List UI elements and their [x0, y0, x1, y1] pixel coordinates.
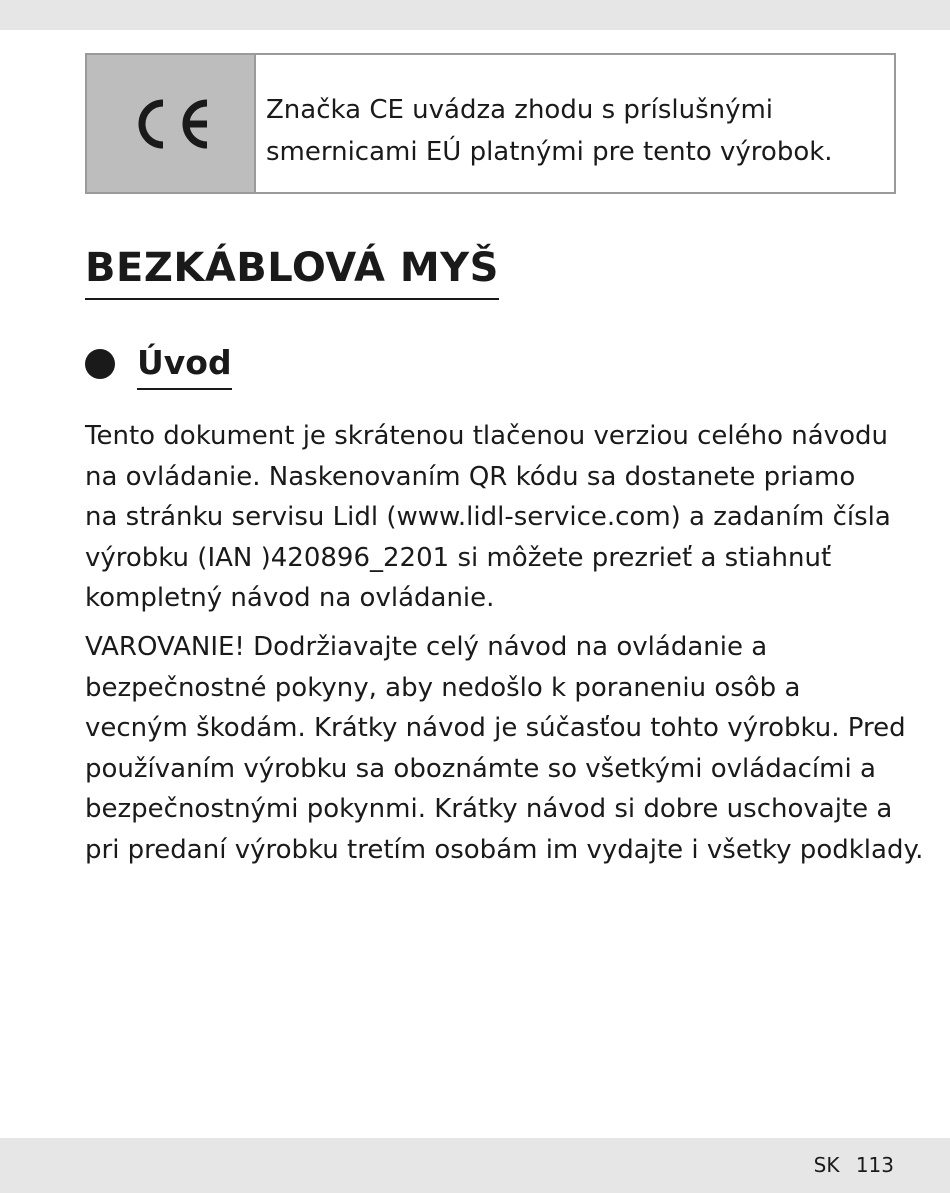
- section-title: Úvod: [137, 338, 232, 390]
- text-line: kompletný návod na ovládanie.: [85, 583, 495, 613]
- page-footer: [804, 1148, 894, 1182]
- ce-mark-cell: [87, 55, 256, 192]
- intro-paragraph: [85, 416, 905, 619]
- text-line: bezpečnostnými pokynmi. Krátky návod si dobre uschovajte a: [85, 794, 893, 824]
- text-line: na ovládanie. Naskenovaním QR kódu sa dostanete priamo: [85, 461, 856, 492]
- ce-notice-line: smernicami EÚ platnými pre tento výrobok.: [266, 137, 833, 167]
- section-heading: [85, 338, 232, 390]
- text-line: bezpečnostné pokyny, aby nedošlo k poraneniu osôb a: [85, 672, 801, 703]
- text-line: pri predaní výrobku tretím osobám im vydajte i všetky podklady.: [85, 834, 924, 865]
- top-band: [0, 0, 950, 30]
- text-line: Tento dokument je skrátenou tlačenou verziou celého návodu: [85, 421, 888, 451]
- text-line: výrobku (IAN )420896_2201 si môžete prezrieť a stiahnuť: [85, 542, 832, 573]
- warning-paragraph: [85, 627, 924, 870]
- text-line: VAROVANIE! Dodržiavajte celý návod na ovládanie a: [85, 632, 768, 662]
- language-code: SK: [813, 1153, 840, 1177]
- ce-notice-box: [85, 53, 896, 194]
- text-line: vecným škodám. Krátky návod je súčasťou tohto výrobku. Pred: [85, 713, 906, 743]
- ce-notice-text: [256, 55, 833, 192]
- page-title: BEZKÁBLOVÁ MYŠ: [85, 240, 499, 300]
- text-line: používaním výrobku sa oboznámte so všetkými ovládacími a: [85, 753, 876, 784]
- ce-notice-line: Značka CE uvádza zhodu s príslušnými: [266, 95, 774, 125]
- bullet-dot-icon: [85, 349, 115, 379]
- ce-mark-icon: [129, 94, 213, 154]
- text-line: na stránku servisu Lidl (www.lidl-service.com) a zadaním čísla: [85, 502, 891, 532]
- page-number: 113: [855, 1153, 894, 1177]
